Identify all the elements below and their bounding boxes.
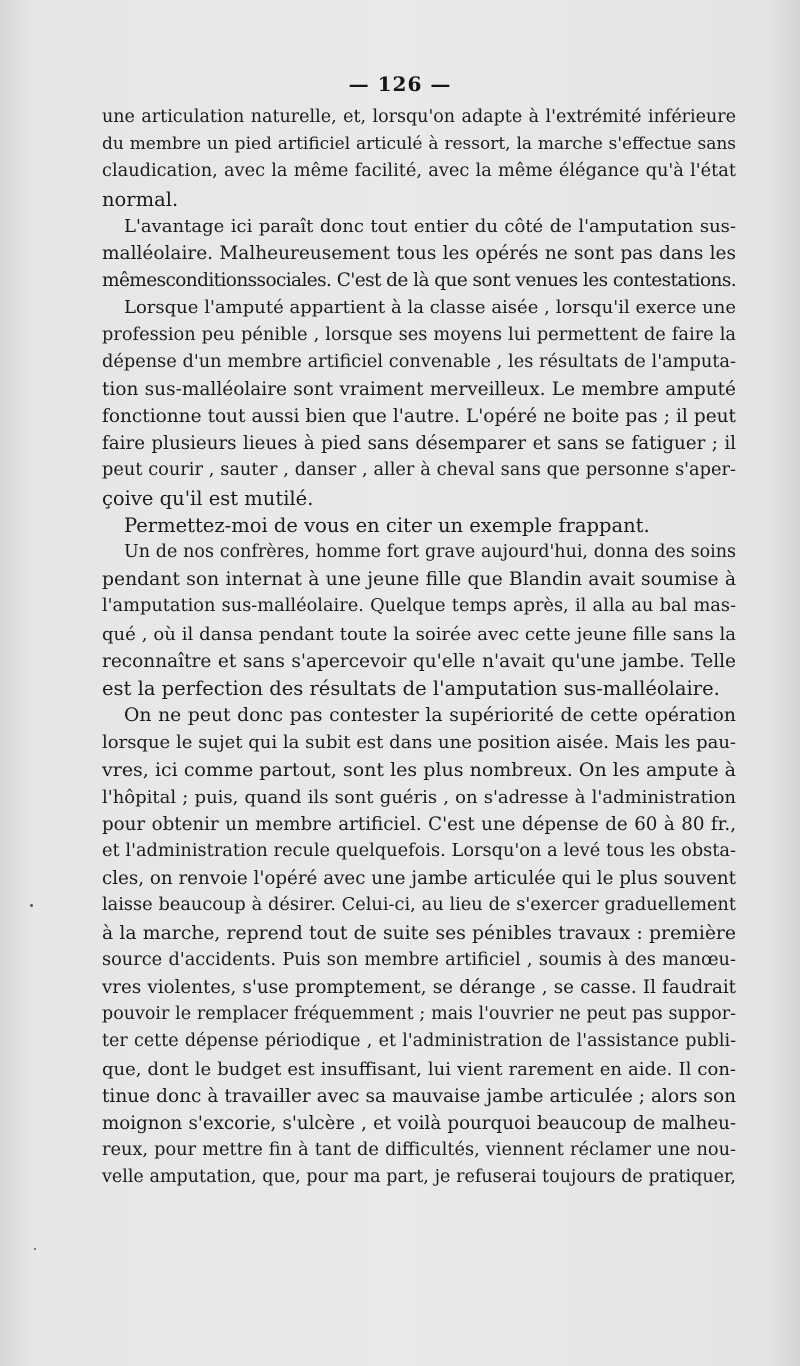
- text-line: pendant son internat à une jeune fille que Blandin avait soumise à: [102, 569, 736, 591]
- text-line: fonctionne tout aussi bien que l'autre. L'opéré ne boite pas ; il peut: [102, 406, 736, 428]
- text-line: qué , où il dansa pendant toute la soirée avec cette jeune fille sans la: [102, 623, 736, 645]
- text-line: çoive qu'il est mutilé.: [102, 486, 314, 510]
- paragraph: [80, 213, 736, 295]
- text-line: reconnaître et sans s'apercevoir qu'elle n'avait qu'une jambe. Telle: [102, 650, 736, 672]
- paragraph: [80, 512, 736, 539]
- text-line: cles, on renvoie l'opéré avec une jambe articulée qui le plus souvent: [102, 868, 736, 890]
- page-number: — 126 —: [348, 72, 452, 96]
- text-line: L'avantage ici paraît donc tout entier du côté de l'amputation sus-: [124, 215, 736, 237]
- text-line: claudication, avec la même facilité, avec la même élégance qu'à l'état: [102, 161, 736, 182]
- paper-speck: [30, 904, 33, 907]
- text-line: tinue donc à travailler avec sa mauvaise jambe articulée ; alors son: [102, 1085, 736, 1107]
- paragraph: [80, 104, 736, 213]
- text-line: vres violentes, s'use promptement, se dérange , se casse. Il faudrait: [102, 977, 736, 998]
- text-line: ter cette dépense périodique , et l'administration de l'assistance publi-: [102, 1031, 736, 1052]
- text-line: laisse beaucoup à désirer. Celui-ci, au lieu de s'exercer graduellement: [102, 895, 736, 916]
- text-line: l'hôpital ; puis, quand ils sont guéris , on s'adresse à l'administration: [102, 786, 736, 808]
- text-line: Lorsque l'amputé appartient à la classe aisée , lorsqu'il exerce une: [124, 297, 736, 319]
- text-line: faire plusieurs lieues à pied sans désemparer et sans se fatiguer ; il: [102, 433, 736, 455]
- text-line: source d'accidents. Puis son membre artificiel , soumis à des manœu-: [102, 949, 736, 970]
- body-text: [80, 104, 736, 1192]
- text-line: dépense d'un membre artificiel convenable , les résultats de l'amputa-: [102, 351, 736, 372]
- text-line: malléolaire. Malheureusement tous les opérés ne sont pas dans les: [102, 242, 736, 264]
- paragraph: [80, 294, 736, 512]
- text-line: normal.: [102, 187, 179, 211]
- text-line: On ne peut donc pas contester la supériorité de cette opération: [124, 705, 736, 727]
- text-line: moignon s'excorie, s'ulcère , et voilà pourquoi beaucoup de malheu-: [102, 1112, 736, 1134]
- text-line: vres, ici comme partout, sont les plus nombreux. On les ampute à: [102, 758, 736, 781]
- text-line: l'amputation sus-malléolaire. Quelque temps après, il alla au bal mas-: [102, 596, 736, 617]
- text-line: à la marche, reprend tout de suite ses pénibles travaux : première: [102, 922, 736, 944]
- text-line: reux, pour mettre fin à tant de difficultés, viennent réclamer une nou-: [102, 1140, 736, 1161]
- text-line: profession peu pénible , lorsque ses moyens lui permettent de faire la: [102, 324, 736, 345]
- text-line: tion sus-malléolaire sont vraiment merveilleux. Le membre amputé: [102, 378, 736, 400]
- text-line: Permettez-moi de vous en citer un exemple frappant.: [124, 513, 650, 537]
- paragraph: [80, 539, 736, 702]
- text-line: que, dont le budget est insuffisant, lui vient rarement en aide. Il con-: [102, 1058, 736, 1080]
- text-line: peut courir , sauter , danser , aller à cheval sans que personne s'aper-: [102, 460, 736, 481]
- text-line: du membre un pied artificiel articulé à ressort, la marche s'effectue sans: [102, 134, 736, 155]
- text-line: est la perfection des résultats de l'amputation sus-malléolaire.: [102, 676, 720, 700]
- paper-speck: [34, 1248, 36, 1250]
- text-line: mêmesconditionssociales. C'est de là que sont venues les contestations.: [102, 270, 736, 292]
- text-line: une articulation naturelle, et, lorsqu'on adapte à l'extrémité inférieure: [102, 107, 736, 127]
- text-line: et l'administration recule quelquefois. Lorsqu'on a levé tous les obsta-: [102, 841, 736, 862]
- text-line: velle amputation, que, pour ma part, je refuserai toujours de pratiquer,: [102, 1167, 736, 1188]
- text-line: pour obtenir un membre artificiel. C'est une dépense de 60 à 80 fr.,: [102, 813, 736, 835]
- text-line: pouvoir le remplacer fréquemment ; mais l'ouvrier ne peut pas suppor-: [102, 1004, 736, 1025]
- text-line: lorsque le sujet qui la subit est dans une position aisée. Mais les pau-: [102, 732, 736, 754]
- paragraph: [80, 702, 736, 1191]
- text-line: Un de nos confrères, homme fort grave aujourd'hui, donna des soins: [124, 542, 736, 562]
